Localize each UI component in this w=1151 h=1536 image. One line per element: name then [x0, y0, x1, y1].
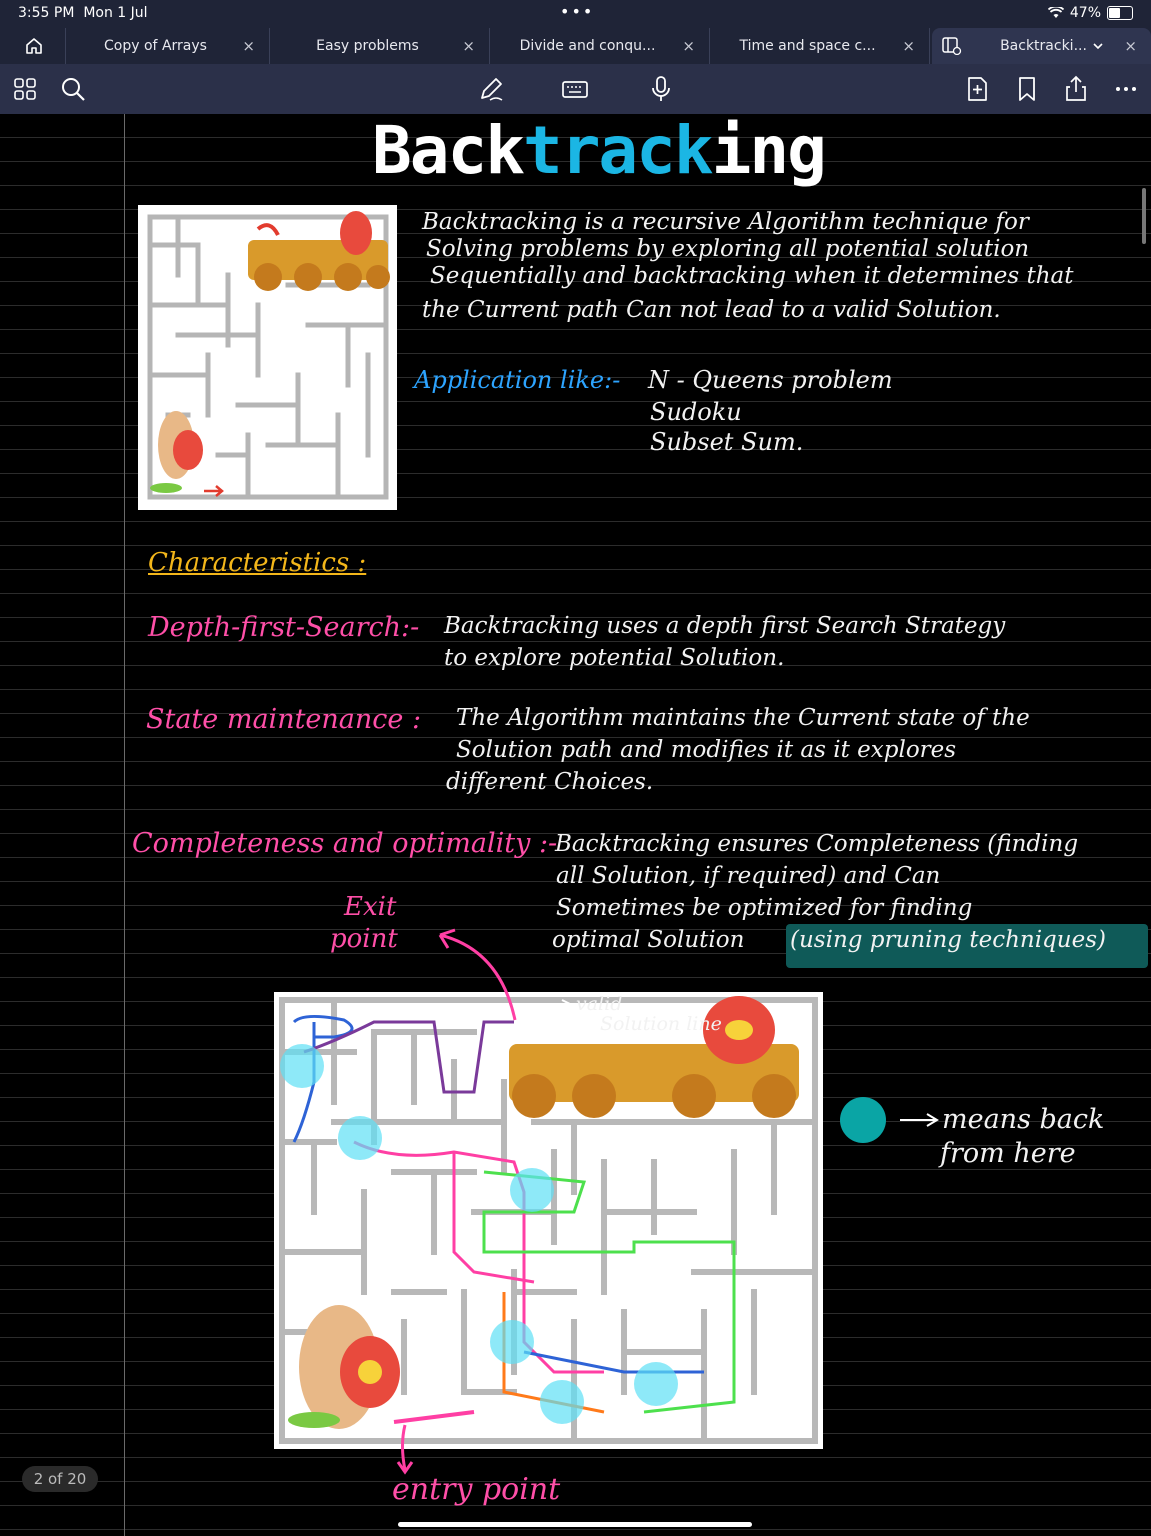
- intro-line-4: the Current path Can not lead to a valid Solution.: [422, 297, 1001, 323]
- intro-line-1: Backtracking is a recursive Algorithm technique for: [422, 209, 1029, 235]
- page-title: Backtracking: [372, 112, 825, 189]
- page-indicator[interactable]: 2 of 20: [22, 1466, 98, 1492]
- exit-label-2: point: [330, 924, 398, 954]
- intro-line-3: Sequentially and backtracking when it determines that: [430, 263, 1074, 289]
- tab-label: Copy of Arrays: [104, 38, 207, 54]
- close-icon[interactable]: ×: [1124, 37, 1137, 55]
- status-time: 3:55 PM Mon 1 Jul: [18, 5, 148, 21]
- valid-label-2: Solution line: [600, 1013, 722, 1035]
- characteristics-heading: Characteristics :: [148, 548, 367, 578]
- completeness-text-3: Sometimes be optimized for finding: [556, 895, 973, 921]
- tab-label: Time and space c...: [739, 38, 876, 54]
- application-item: Sudoku: [650, 398, 742, 426]
- state-text-2: Solution path and modifies it as it explores: [456, 737, 957, 763]
- exit-label: Exit: [344, 892, 397, 922]
- application-item: Subset Sum.: [650, 428, 804, 456]
- application-label: Application like:-: [414, 366, 621, 394]
- completeness-text-4: optimal Solution: [552, 927, 745, 953]
- dfs-label: Depth-first-Search:-: [148, 612, 420, 643]
- tab-label: Backtracki...: [1000, 38, 1087, 54]
- home-indicator[interactable]: [398, 1522, 752, 1527]
- dfs-text-2: to explore potential Solution.: [444, 645, 785, 671]
- completeness-text-1: Backtracking ensures Completeness (finding: [555, 831, 1079, 857]
- state-label: State maintenance :: [146, 704, 422, 735]
- tab-label: Easy problems: [316, 38, 419, 54]
- entry-label: entry point: [392, 1472, 561, 1507]
- close-icon[interactable]: ×: [242, 37, 255, 55]
- close-icon[interactable]: ×: [682, 37, 695, 55]
- legend-text-2: from here: [940, 1138, 1076, 1169]
- valid-label: valid: [576, 993, 623, 1015]
- multitask-dots[interactable]: •••: [560, 2, 595, 21]
- tab-label: Divide and conqu...: [519, 38, 656, 54]
- state-text-1: The Algorithm maintains the Current state of the: [456, 705, 1030, 731]
- close-icon[interactable]: ×: [902, 37, 915, 55]
- application-item: N - Queens problem: [648, 366, 893, 394]
- completeness-highlight-text: (using pruning techniques): [790, 927, 1106, 953]
- completeness-label: Completeness and optimality :-: [132, 828, 558, 859]
- intro-line-2: Solving problems by exploring all potential solution: [426, 236, 1030, 262]
- legend-text-1: means back: [942, 1104, 1105, 1135]
- close-icon[interactable]: ×: [462, 37, 475, 55]
- completeness-text-2: all Solution, if required) and Can: [556, 863, 941, 889]
- battery-percent: 47%: [1069, 5, 1101, 21]
- legend-dot: [840, 1097, 886, 1143]
- dfs-text-1: Backtracking uses a depth first Search Strategy: [444, 613, 1006, 639]
- state-text-3: different Choices.: [446, 769, 654, 795]
